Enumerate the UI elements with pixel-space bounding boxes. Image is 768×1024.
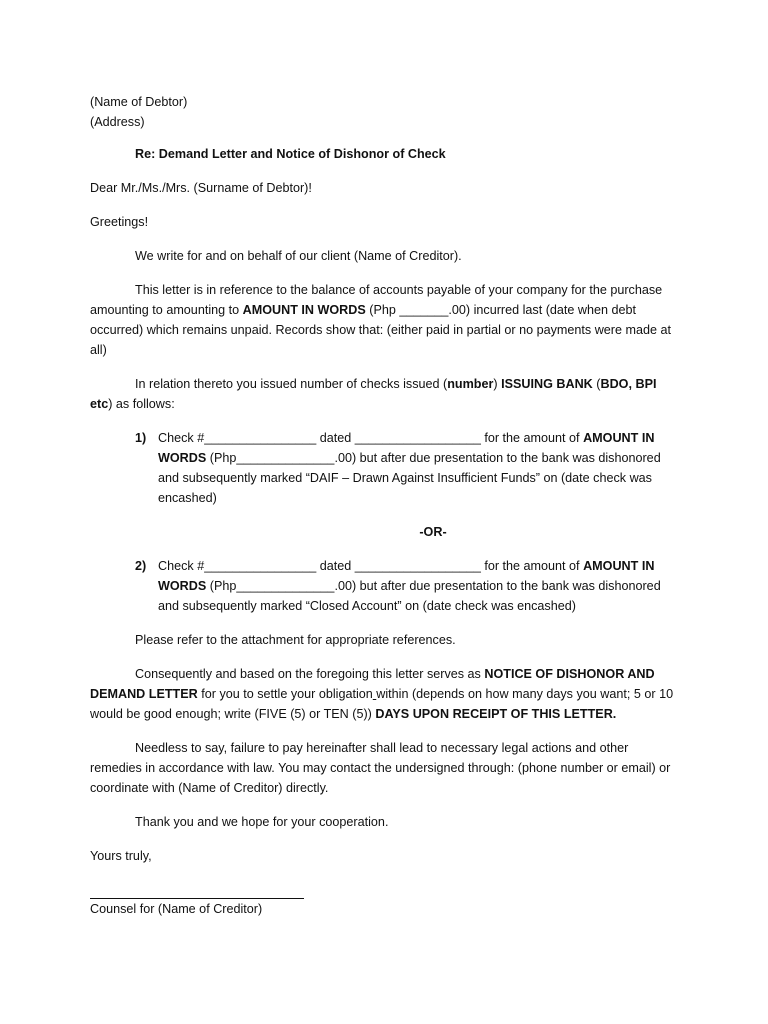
- or-separator: -OR-: [419, 525, 447, 539]
- letter-body: [90, 92, 676, 919]
- debtor-address: (Address): [90, 115, 145, 129]
- closing: Yours truly,: [90, 849, 152, 863]
- paragraph-client: We write for and on behalf of our client (Name of Creditor).: [135, 249, 462, 263]
- check-item-1: 1) Check #________________ dated __________________ for the amount of AMOUNT IN WORDS (Php______________.00) but after due presentation to the bank was dishonored and subsequently marked “DAIF – Drawn Against Insufficient Funds” on (date check was encashed): [90, 428, 676, 508]
- paragraph-reference: This letter is in reference to the balance of accounts payable of your company for the purchase amounting to amounting to AMOUNT IN WORDS (Php _______.00) incurred last (date when debt occurred) which remains unpaid. Records show that: (either paid in partial or no payments were made at all): [90, 283, 671, 357]
- paragraph-thanks: Thank you and we hope for your cooperation.: [135, 815, 389, 829]
- re-line: Re: Demand Letter and Notice of Dishonor of Check: [135, 147, 446, 161]
- item-number: 2): [135, 559, 147, 573]
- item-number: 1): [135, 431, 147, 445]
- check-item-2: 2) Check #________________ dated __________________ for the amount of AMOUNT IN WORDS (Php______________.00) but after due presentation to the bank was dishonored and subsequently marked “Closed Account” on (date check was encashed): [90, 556, 676, 616]
- paragraph-notice: Consequently and based on the foregoing this letter serves as NOTICE OF DISHONOR AND DEMAND LETTER for you to settle your obligation within (depends on how many days you want; 5 or 10 would be good enough; write (FIVE (5) or TEN (5)) DAYS UPON RECEIPT OF THIS LETTER.: [90, 667, 674, 721]
- paragraph-checks-issued: In relation thereto you issued number of checks issued (number) ISSUING BANK (BDO, BPI etc) as follows:: [90, 377, 657, 411]
- signature-line: [90, 880, 304, 899]
- paragraph-attachment: Please refer to the attachment for appropriate references.: [135, 633, 456, 647]
- signature-label: Counsel for (Name of Creditor): [90, 902, 263, 916]
- paragraph-legal-actions: Needless to say, failure to pay hereinafter shall lead to necessary legal actions and other remedies in accordance with law. You may contact the undersigned through: (phone number or email) or coordinate with (Name of Creditor) directly.: [90, 741, 671, 795]
- salutation: Dear Mr./Ms./Mrs. (Surname of Debtor)!: [90, 181, 312, 195]
- debtor-name: (Name of Debtor): [90, 95, 188, 109]
- greeting: Greetings!: [90, 215, 149, 229]
